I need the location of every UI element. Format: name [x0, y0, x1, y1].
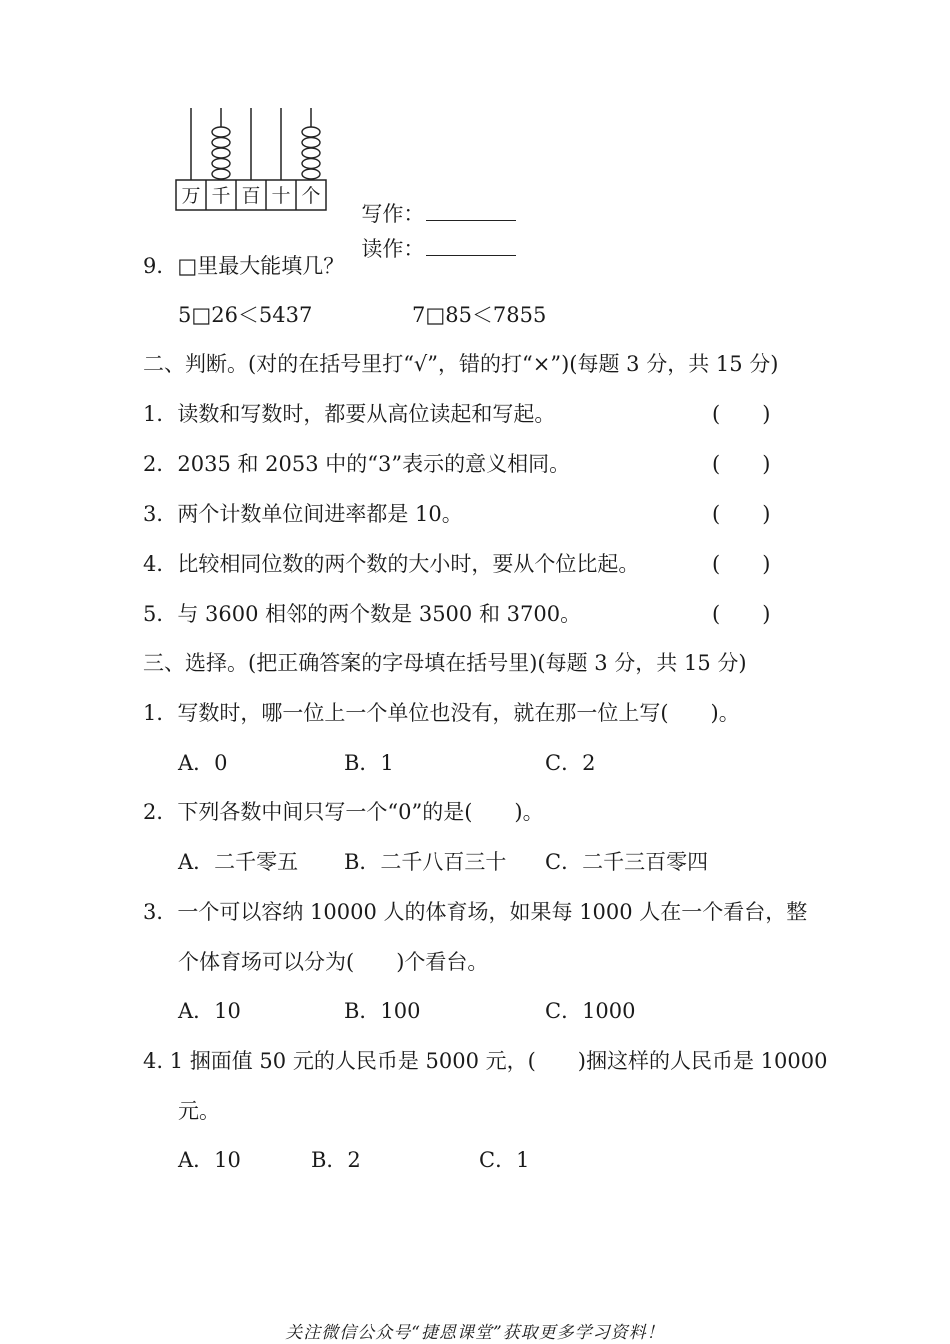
- place-label-bai: 百: [241, 185, 261, 207]
- choice-q1-option-b[interactable]: B．1: [344, 751, 394, 775]
- q9-title: 9．□里最大能填几？: [143, 254, 345, 278]
- choice-q3-option-c[interactable]: C．1000: [545, 999, 636, 1023]
- abacus-bead: [302, 127, 320, 137]
- place-label-qian: 千: [211, 185, 231, 207]
- place-label-wan: 万: [181, 185, 201, 207]
- abacus-bead: [212, 159, 230, 169]
- place-label-ge: 个: [301, 185, 321, 207]
- choice-q1-text: 1．写数时，哪一位上一个单位也没有，就在那一位上写( )。: [143, 701, 740, 725]
- judge-item-1: 1．读数和写数时，都要从高位读起和写起。: [143, 402, 556, 426]
- q9-expr1: 5□26＜5437: [178, 303, 313, 327]
- section3-heading: 三、选择。(把正确答案的字母填在括号里)(每题 3 分，共 15 分): [143, 651, 747, 675]
- choice-q3-option-b[interactable]: B．100: [344, 999, 421, 1023]
- abacus-figure: [175, 108, 327, 212]
- judge-answer-1[interactable]: ( ): [712, 402, 771, 426]
- judge-item-4: 4．比较相同位数的两个数的大小时，要从个位比起。: [143, 552, 640, 576]
- judge-answer-3[interactable]: ( ): [712, 502, 771, 526]
- abacus-rods: [191, 108, 311, 180]
- choice-q4-line1: 4. 1 捆面值 50 元的人民币是 5000 元，( )捆这样的人民币是 10000: [143, 1049, 828, 1073]
- write-as-label: 写作：: [361, 202, 425, 226]
- abacus-bead: [212, 148, 230, 158]
- read-as-row: [348, 207, 516, 263]
- abacus-bead: [212, 127, 230, 137]
- read-as-label: 读作：: [361, 237, 425, 261]
- choice-q3-line2: 个体育场可以分为( )个看台。: [178, 950, 489, 974]
- choice-q3-option-a[interactable]: A．10: [178, 999, 241, 1023]
- abacus-bead: [302, 148, 320, 158]
- abacus-bead: [302, 169, 320, 179]
- judge-item-5: 5．与 3600 相邻的两个数是 3500 和 3700。: [143, 602, 582, 626]
- choice-q4-option-b[interactable]: B．2: [311, 1148, 361, 1172]
- choice-q2-option-a[interactable]: A．二千零五: [178, 850, 299, 874]
- choice-q1-option-c[interactable]: C．2: [545, 751, 596, 775]
- abacus-bead: [212, 169, 230, 179]
- choice-q4-line2: 元。: [178, 1099, 220, 1123]
- place-label-shi: 十: [271, 185, 291, 207]
- section2-heading: 二、判断。(对的在括号里打“√”，错的打“×”)(每题 3 分，共 15 分): [143, 352, 779, 376]
- footer-promo: 关注微信公众号“捷恩课堂”获取更多学习资料！: [285, 1323, 665, 1343]
- choice-q2-option-c[interactable]: C．二千三百零四: [545, 850, 709, 874]
- choice-q2-text: 2．下列各数中间只写一个“0”的是( )。: [143, 800, 544, 824]
- judge-item-2: 2．2035 和 2053 中的“3”表示的意义相同。: [143, 452, 571, 476]
- judge-answer-4[interactable]: ( ): [712, 552, 771, 576]
- judge-item-3: 3．两个计数单位间进率都是 10。: [143, 502, 463, 526]
- abacus-bead: [302, 138, 320, 148]
- choice-q2-option-b[interactable]: B．二千八百三十: [344, 850, 507, 874]
- choice-q1-option-a[interactable]: A．0: [178, 751, 228, 775]
- choice-q4-option-c[interactable]: C．1: [479, 1148, 530, 1172]
- abacus-bead: [212, 138, 230, 148]
- judge-answer-2[interactable]: ( ): [712, 452, 771, 476]
- abacus-bead: [302, 159, 320, 169]
- read-as-blank[interactable]: [426, 235, 516, 256]
- choice-q3-line1: 3．一个可以容纳 10000 人的体育场，如果每 1000 人在一个看台，整: [143, 900, 808, 924]
- choice-q4-option-a[interactable]: A．10: [178, 1148, 241, 1172]
- q9-expr2: 7□85＜7855: [412, 303, 547, 327]
- abacus-beads: [212, 127, 320, 179]
- judge-answer-5[interactable]: ( ): [712, 602, 771, 626]
